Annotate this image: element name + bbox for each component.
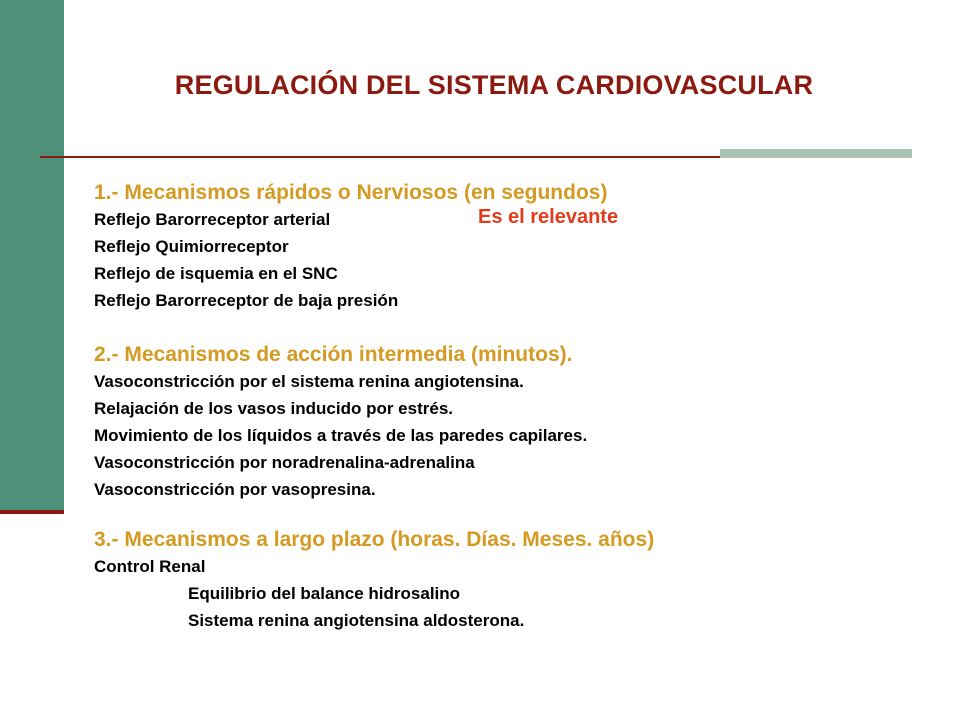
section-1-item-text: Reflejo Barorreceptor arterial: [94, 210, 331, 229]
side-bar-base-line: [0, 510, 64, 514]
section-2-item: Vasoconstricción por vasopresina.: [94, 480, 376, 499]
section-2-item: Vasoconstricción por el sistema renina angiotensina.: [94, 372, 524, 391]
section-2-item: Vasoconstricción por noradrenalina-adrenalina: [94, 453, 475, 472]
relevance-note: Es el relevante: [478, 206, 619, 228]
section-1-item: Reflejo de isquemia en el SNC: [94, 264, 338, 283]
section-1-item: [94, 206, 934, 233]
section-1-item: Reflejo Quimiorreceptor: [94, 237, 289, 256]
section-1-item: Reflejo Barorreceptor de baja presión: [94, 291, 399, 310]
section-3-subitem: Sistema renina angiotensina aldosterona.: [188, 611, 525, 630]
slide-content: [94, 180, 934, 634]
section-gap: [94, 314, 934, 342]
section-2-item: Movimiento de los líquidos a través de las paredes capilares.: [94, 426, 588, 445]
title-underline-accent: [720, 149, 912, 158]
section-3-item: Control Renal: [94, 557, 206, 576]
section-3-subitem: Equilibrio del balance hidrosalino: [188, 584, 461, 603]
side-bar-decoration: [0, 0, 64, 512]
section-gap: [94, 503, 934, 527]
section-2-heading: 2.- Mecanismos de acción intermedia (minutos).: [94, 343, 573, 366]
section-3-heading: 3.- Mecanismos a largo plazo (horas. Días. Meses. años): [94, 528, 655, 551]
section-1-heading: 1.- Mecanismos rápidos o Nerviosos (en segundos): [94, 181, 608, 204]
section-2-item: Relajación de los vasos inducido por estrés.: [94, 399, 454, 418]
slide-title: REGULACIÓN DEL SISTEMA CARDIOVASCULAR: [174, 70, 814, 100]
